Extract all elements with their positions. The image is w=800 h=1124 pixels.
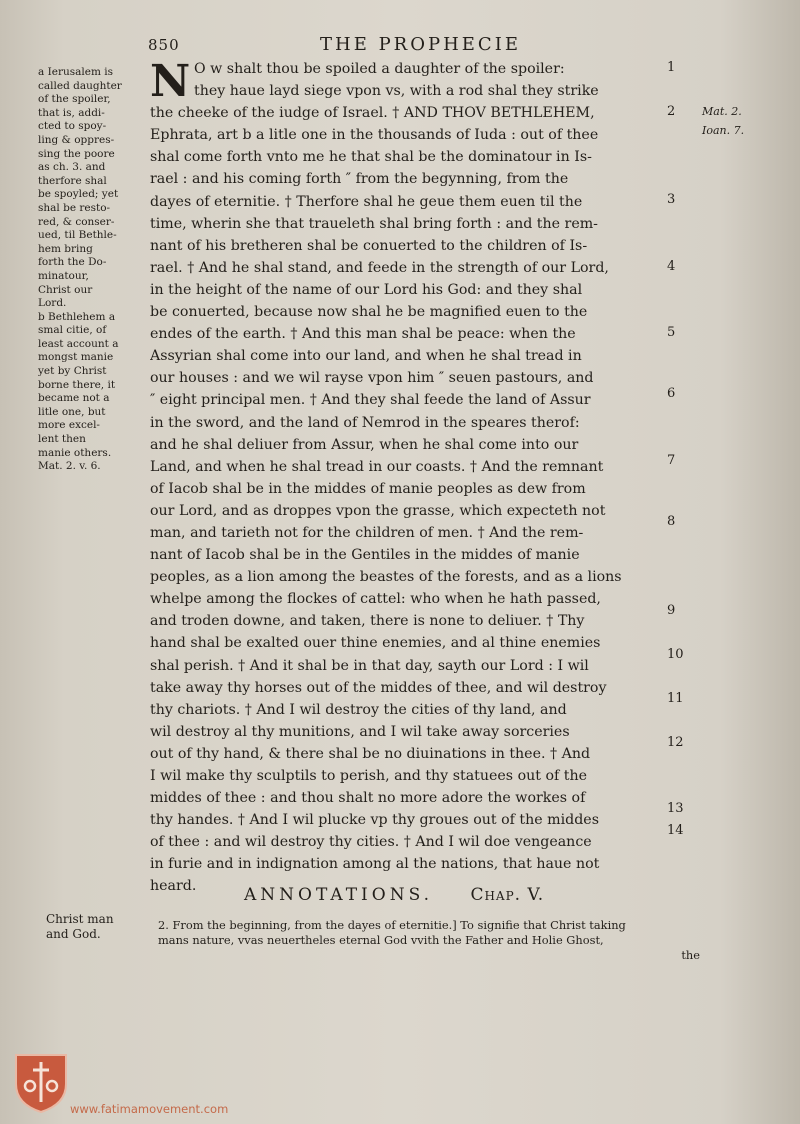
text-line: nant of his bretheren shal be conuerted to the children of Is- bbox=[150, 237, 588, 254]
text-line: wil destroy al thy munitions, and I wil take away sorceries bbox=[150, 723, 570, 740]
text-line: take away thy horses out of the middes of thee, and wil destroy bbox=[150, 679, 607, 696]
text-line: thy handes. † And I wil plucke vp thy groues out of the middes bbox=[150, 812, 599, 829]
margin-note-line: minatour, bbox=[38, 269, 89, 282]
margin-note-line: yet by Christ bbox=[38, 365, 107, 378]
verse-number: 5 bbox=[667, 325, 676, 340]
text-line: they haue layd siege vpon vs, with a rod shal they strike bbox=[194, 83, 599, 100]
text-line: heard. bbox=[150, 878, 197, 895]
text-line: of thee : and wil destroy thy cities. † And I wil doe vengeance bbox=[150, 834, 592, 851]
margin-note-line: litle one, but bbox=[38, 405, 106, 418]
text-line: Land, and when he shal tread in our coasts. † And the remnant bbox=[150, 458, 604, 475]
text-line: be conuerted, because now shal he be magnified euen to the bbox=[150, 304, 588, 321]
margin-note-line: ling & oppres- bbox=[38, 133, 115, 146]
margin-note-line: and God. bbox=[46, 927, 101, 941]
annotation-text bbox=[158, 918, 700, 964]
text-line: Assyrian shal come into our land, and when he shal tread in bbox=[150, 348, 582, 365]
margin-note-line: Lord. bbox=[38, 297, 67, 310]
watermark-url[interactable]: www.fatimamovement.com bbox=[70, 1102, 229, 1116]
verse-number: 6 bbox=[667, 386, 676, 401]
verse-number: 9 bbox=[667, 603, 676, 618]
text-line: in furie and in indignation among al the nations, that haue not bbox=[150, 856, 600, 873]
margin-note-line: shal be resto- bbox=[38, 201, 111, 214]
margin-note-line: Mat. 2. v. 6. bbox=[38, 460, 101, 473]
margin-note-line: forth the Do- bbox=[38, 256, 107, 269]
text-line: whelpe among the flockes of cattel: who when he hath passed, bbox=[150, 591, 601, 608]
text-line: middes of thee : and thou shalt no more adore the workes of bbox=[150, 790, 586, 807]
text-line: in the sword, and the land of Nemrod in the speares therof: bbox=[150, 414, 580, 431]
verse-number: 12 bbox=[667, 735, 684, 750]
margin-note-line: more excel- bbox=[38, 419, 100, 432]
margin-note-line: called daughter bbox=[38, 79, 122, 92]
text-line: thy chariots. † And I wil destroy the cities of thy land, and bbox=[150, 701, 567, 718]
annotation-margin-note bbox=[46, 912, 114, 942]
cross-reference: Ioan. 7. bbox=[702, 124, 745, 137]
text-line: shal come forth vnto me he that shal be the dominatour in Is- bbox=[150, 149, 592, 166]
margin-note-line: Christ man bbox=[46, 912, 114, 926]
margin-note-line: of the spoiler, bbox=[38, 93, 111, 106]
text-line: and he shal deliuer from Assur, when he shal come into our bbox=[150, 436, 579, 453]
text-line: rael : and his coming forth ″ from the begynning, from the bbox=[150, 171, 569, 188]
left-margin-notes bbox=[38, 66, 148, 474]
verse-number: 3 bbox=[667, 192, 676, 207]
verse-number: 1 bbox=[667, 60, 676, 75]
verse-number: 7 bbox=[667, 453, 676, 468]
margin-note-line: cted to spoy- bbox=[38, 120, 107, 133]
margin-note-line: red, & conser- bbox=[38, 215, 115, 228]
scripture-text bbox=[150, 58, 670, 898]
annotation-line: 2. From the beginning, from the dayes of eternitie.] To signifie that Christ taking bbox=[158, 918, 626, 932]
verse-number: 14 bbox=[667, 823, 684, 838]
text-line: Ephrata, art b a litle one in the thousands of Iuda : out of thee bbox=[150, 127, 599, 144]
margin-note-line: a Ierusalem is bbox=[38, 66, 114, 78]
margin-note-line: b Bethlehem a bbox=[38, 310, 116, 323]
margin-note-line: least account a bbox=[38, 337, 119, 350]
text-line: out of thy hand, & there shal be no diuinations in thee. † And bbox=[150, 745, 591, 762]
text-line: our houses : and we wil rayse vpon him ″ seuen pastours, and bbox=[150, 370, 594, 387]
drop-cap: N bbox=[150, 56, 191, 107]
verse-number: 2 bbox=[667, 104, 676, 119]
cross-reference: Mat. 2. bbox=[702, 105, 742, 118]
text-line: nant of Iacob shal be in the Gentiles in the middes of manie bbox=[150, 547, 580, 564]
text-line: our Lord, and as droppes vpon the grasse, which expecteth not bbox=[150, 502, 606, 519]
margin-note-line: ued, til Bethle- bbox=[38, 229, 117, 242]
verse-number: 4 bbox=[667, 259, 676, 274]
text-line: in the height of the name of our Lord his God: and they shal bbox=[150, 281, 583, 298]
running-head: THE PROPHECIE bbox=[320, 34, 521, 55]
text-line: the cheeke of the iudge of Israel. † AND THOV BETHLEHEM, bbox=[150, 105, 595, 122]
margin-note-line: Christ our bbox=[38, 283, 93, 296]
text-line: of Iacob shal be in the middes of manie peoples as dew from bbox=[150, 480, 586, 497]
text-line: I wil make thy sculptils to perish, and thy statuees out of the bbox=[150, 768, 587, 784]
annotations-chapter: Chap. V. bbox=[470, 885, 545, 905]
text-line: man, and tarieth not for the children of men. † And the rem- bbox=[150, 524, 584, 541]
text-line: ″ eight principal men. † And they shal feede the land of Assur bbox=[150, 392, 591, 409]
verse-number: 11 bbox=[667, 691, 684, 706]
margin-note-line: mongst manie bbox=[38, 351, 114, 364]
margin-note-line: be spoyled; yet bbox=[38, 188, 119, 201]
margin-note-line: therfore shal bbox=[38, 174, 107, 187]
margin-note-line: as ch. 3. and bbox=[38, 161, 106, 174]
annotations-title: ANNOTATIONS. bbox=[244, 885, 434, 905]
shield-logo-icon bbox=[13, 1052, 69, 1114]
text-line: rael. † And he shal stand, and feede in the strength of our Lord, bbox=[150, 259, 609, 276]
text-line: and troden downe, and taken, there is none to deliuer. † Thy bbox=[150, 613, 585, 630]
margin-note-line: borne there, it bbox=[38, 378, 116, 391]
annotation-line: mans nature, vvas neuertheles eternal God vvith the Father and Holie Ghost, bbox=[158, 933, 604, 948]
margin-note-line: lent then bbox=[38, 433, 86, 446]
verse-number: 10 bbox=[667, 647, 684, 662]
text-line: shal perish. † And it shal be in that day, sayth our Lord : I wil bbox=[150, 657, 589, 674]
text-line: dayes of eternitie. † Therfore shal he geue them euen til the bbox=[150, 193, 583, 210]
text-line: O w shalt thou be spoiled a daughter of the spoiler: bbox=[194, 61, 565, 77]
margin-note-line: became not a bbox=[38, 392, 110, 405]
text-line: time, wherin she that traueleth shal bring forth : and the rem- bbox=[150, 215, 598, 232]
text-line: endes of the earth. † And this man shal be peace: when the bbox=[150, 326, 576, 343]
text-line: peoples, as a lion among the beastes of the forests, and as a lions bbox=[150, 569, 622, 586]
catchword: the bbox=[681, 948, 700, 963]
right-margin-notes bbox=[702, 102, 744, 140]
margin-note-line: manie others. bbox=[38, 446, 112, 459]
verse-number: 13 bbox=[667, 801, 684, 816]
margin-note-line: sing the poore bbox=[38, 147, 115, 160]
annotations-heading bbox=[244, 885, 544, 905]
verse-number: 8 bbox=[667, 514, 676, 529]
margin-note-line: hem bring bbox=[38, 242, 93, 255]
page-number: 850 bbox=[148, 36, 180, 54]
margin-note-line: that is, addi- bbox=[38, 106, 105, 119]
margin-note-line: smal citie, of bbox=[38, 324, 107, 337]
text-line: hand shal be exalted ouer thine enemies, and al thine enemies bbox=[150, 635, 601, 652]
